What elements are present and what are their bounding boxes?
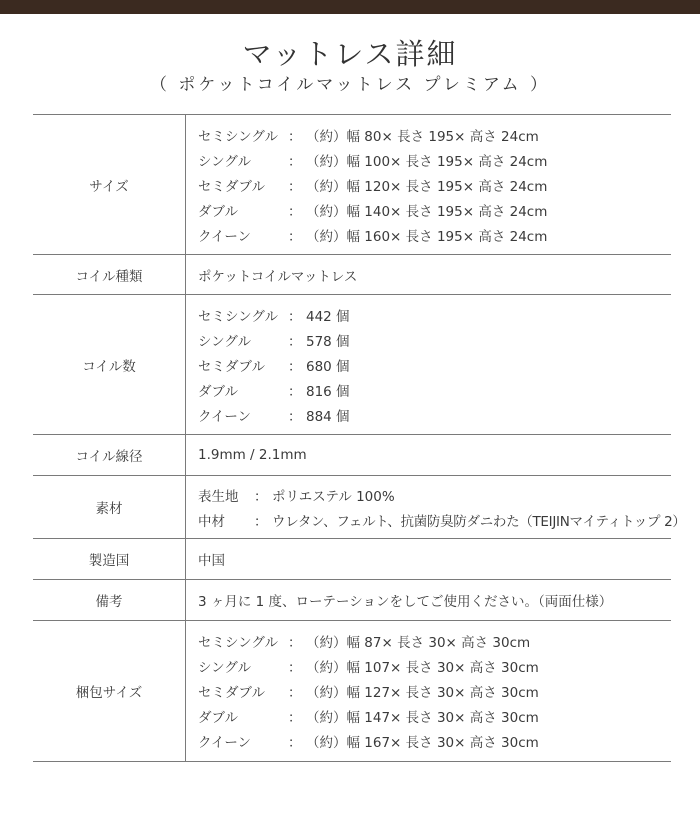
- page-title: マットレス詳細: [242, 37, 458, 71]
- spec-key: シングル: [198, 333, 251, 350]
- spec-content: [186, 435, 671, 475]
- spec-key: セミシングル: [198, 308, 278, 325]
- spec-value: 884 個: [306, 408, 350, 425]
- spec-separator: ：: [288, 308, 302, 325]
- spec-value: 578 個: [306, 333, 350, 350]
- spec-key: セミシングル: [198, 128, 278, 145]
- spec-content: [186, 255, 671, 294]
- spec-separator: ：: [288, 203, 302, 220]
- spec-label: コイル数: [33, 295, 186, 434]
- spec-content: [186, 580, 671, 620]
- spec-row-country: [33, 539, 671, 580]
- spec-separator: ：: [288, 333, 302, 350]
- spec-separator: ：: [288, 128, 302, 145]
- spec-value: 3 ヶ月に 1 度、ローテーションをしてご使用ください。（両面仕様）: [198, 594, 613, 610]
- spec-value: ウレタン、フェルト、抗菌防臭防ダニわた（TEIJINマイティトップ 2）: [272, 513, 686, 530]
- spec-separator: ：: [288, 635, 302, 651]
- spec-key: ダブル: [198, 710, 238, 726]
- spec-value: ポケットコイルマットレス: [198, 268, 358, 285]
- spec-line: [198, 629, 671, 654]
- spec-value: 680 個: [306, 358, 350, 375]
- spec-table: [33, 114, 686, 762]
- spec-row-size: [33, 115, 671, 255]
- spec-key: クイーン: [198, 408, 252, 425]
- spec-key: シングル: [198, 153, 251, 170]
- spec-value: （約）幅 87× 長さ 30× 高さ 30cm: [306, 635, 531, 651]
- spec-separator: ：: [288, 685, 302, 701]
- spec-key: シングル: [198, 660, 251, 676]
- spec-value: （約）幅 100× 長さ 195× 高さ 24cm: [306, 153, 548, 170]
- spec-separator: ：: [288, 153, 302, 170]
- spec-content: [186, 539, 671, 579]
- spec-line: [198, 729, 671, 754]
- spec-separator: ：: [288, 178, 302, 195]
- spec-separator: ：: [288, 710, 302, 726]
- spec-value: 1.9mm / 2.1mm: [198, 447, 307, 463]
- spec-value: 中国: [198, 553, 225, 569]
- spec-value: （約）幅 147× 長さ 30× 高さ 30cm: [306, 710, 539, 726]
- spec-value: （約）幅 127× 長さ 30× 高さ 30cm: [306, 685, 539, 701]
- spec-key: 表生地: [198, 488, 239, 505]
- spec-row-package-size: [33, 621, 671, 762]
- spec-label: 備考: [33, 580, 186, 620]
- spec-row-coil-wire: [33, 435, 671, 476]
- spec-key: ダブル: [198, 203, 238, 220]
- spec-label: サイズ: [33, 115, 186, 254]
- spec-value: （約）幅 120× 長さ 195× 高さ 24cm: [306, 178, 548, 195]
- spec-content: [186, 115, 671, 254]
- spec-line: [198, 197, 671, 222]
- spec-separator: ：: [288, 660, 302, 676]
- spec-line: [198, 654, 671, 679]
- spec-row-coil-type: [33, 255, 671, 295]
- spec-value: （約）幅 167× 長さ 30× 高さ 30cm: [306, 735, 539, 751]
- spec-content: [186, 295, 671, 434]
- spec-line: [198, 302, 671, 327]
- spec-value: ポリエステル 100%: [272, 488, 395, 505]
- spec-label: コイル線径: [33, 435, 186, 475]
- spec-separator: ：: [288, 408, 302, 425]
- spec-key: クイーン: [198, 735, 252, 751]
- spec-line: [198, 172, 671, 197]
- spec-value: （約）幅 140× 長さ 195× 高さ 24cm: [306, 203, 548, 220]
- spec-line: [198, 327, 671, 352]
- spec-content: [186, 621, 671, 761]
- spec-label: 製造国: [33, 539, 186, 579]
- spec-content: [186, 476, 686, 538]
- top-border-bar: [0, 0, 700, 14]
- page-subtitle: （ ポケットコイルマットレス プレミアム ）: [149, 75, 551, 95]
- spec-label: コイル種類: [33, 255, 186, 294]
- spec-separator: ：: [288, 735, 302, 751]
- spec-key: セミダブル: [198, 685, 265, 701]
- spec-value: 816 個: [306, 383, 350, 400]
- spec-row-material: [33, 476, 686, 539]
- spec-line: [198, 482, 686, 507]
- spec-separator: ：: [254, 488, 268, 505]
- spec-key: セミダブル: [198, 178, 265, 195]
- spec-line: [198, 222, 671, 247]
- spec-line: [198, 679, 671, 704]
- spec-key: 中材: [198, 513, 225, 530]
- spec-line: [198, 507, 686, 532]
- spec-value: （約）幅 80× 長さ 195× 高さ 24cm: [306, 128, 539, 145]
- spec-line: [198, 402, 671, 427]
- spec-row-notes: [33, 580, 671, 621]
- spec-line: [198, 352, 671, 377]
- spec-value: 442 個: [306, 308, 350, 325]
- spec-label: 梱包サイズ: [33, 621, 186, 761]
- spec-value: （約）幅 160× 長さ 195× 高さ 24cm: [306, 228, 548, 245]
- spec-key: クイーン: [198, 228, 252, 245]
- spec-line: [198, 704, 671, 729]
- spec-separator: ：: [288, 358, 302, 375]
- spec-key: セミダブル: [198, 358, 265, 375]
- spec-line: [198, 147, 671, 172]
- spec-row-coil-count: [33, 295, 671, 435]
- spec-key: ダブル: [198, 383, 238, 400]
- spec-value: （約）幅 107× 長さ 30× 高さ 30cm: [306, 660, 539, 676]
- spec-key: セミシングル: [198, 635, 278, 651]
- spec-line: [198, 377, 671, 402]
- spec-line: [198, 122, 671, 147]
- spec-separator: ：: [254, 513, 268, 530]
- spec-label: 素材: [33, 476, 186, 538]
- spec-separator: ：: [288, 228, 302, 245]
- spec-separator: ：: [288, 383, 302, 400]
